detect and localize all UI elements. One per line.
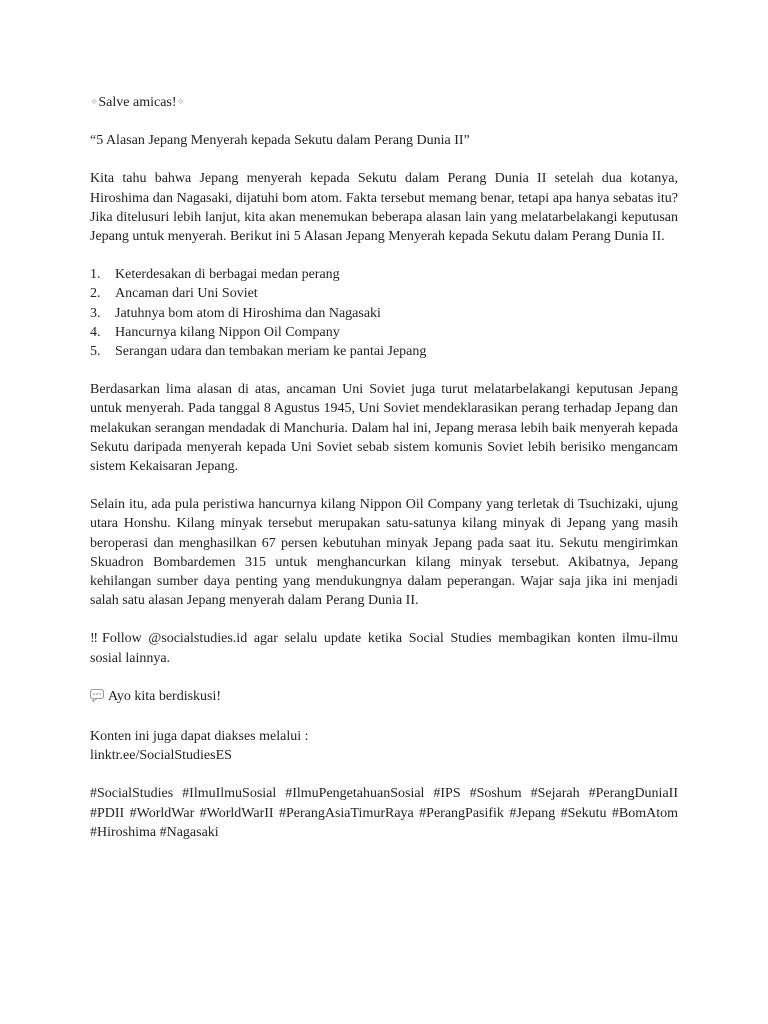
nippon-oil-paragraph: Selain itu, ada pula peristiwa hancurnya kilang Nippon Oil Company yang terletak di Tsuchizaki, ujung utara Honshu. Kilang minyak tersebut merupakan satu-satunya kilang minyak di Jepang yang masih beroperasi dan menghasilkan 67 persen kebutuhan minyak Jepang pada saat itu. Sekutu mengirimkan Skuadron Bombardemen 315 untuk menghancurkan kilang minyak tersebut. Akibatnya, Jepang kehilangan sumber daya penting yang mendukungnya dalam peperangan. Wajar saja jika ini menjadi salah satu alasan Jepang menyerah dalam Perang Dunia II. <box>90 497 678 609</box>
list-item <box>90 284 678 303</box>
spacer <box>90 361 678 380</box>
follow-paragraph <box>90 629 678 667</box>
list-item-text: Ancaman dari Uni Soviet <box>115 286 258 302</box>
hashtags: #SocialStudies #IlmuIlmuSosial #IlmuPengetahuanSosial #IPS #Soshum #Sejarah #PerangDuniaII #PDII #WorldWar #WorldWarII #PerangAsiaTimurRaya #PerangPasifik #Jepang #Sekutu #BomAtom #Hiroshima #Nagasaki <box>90 786 678 840</box>
document-title: “5 Alasan Jepang Menyerah kepada Sekutu dalam Perang Dunia II” <box>90 133 470 149</box>
greeting-text: Salve amicas! <box>98 95 177 110</box>
spacer <box>90 765 678 784</box>
list-item-text: Hancurnya kilang Nippon Oil Company <box>115 324 340 340</box>
list-item <box>90 265 678 284</box>
follow-text: Follow @socialstudies.id agar selalu update ketika Social Studies membagikan konten ilmu-ilmu sosial lainnya. <box>90 631 678 666</box>
speech-bubble-icon <box>90 689 104 708</box>
access-label: Konten ini juga dapat diakses melalui : <box>90 729 309 745</box>
list-item-number: 1. <box>90 267 101 283</box>
list-item-number: 5. <box>90 344 101 360</box>
spacer <box>90 668 678 687</box>
list-item-text: Keterdesakan di berbagai medan perang <box>115 267 340 283</box>
spacer <box>90 150 678 169</box>
linktree-link[interactable]: linktr.ee/SocialStudiesES <box>90 748 232 764</box>
double-exclamation-icon: ‼ <box>90 631 99 647</box>
document-body <box>90 93 678 842</box>
reasons-list <box>90 265 678 361</box>
list-item <box>90 304 678 323</box>
spacer <box>90 610 678 629</box>
list-item-number: 4. <box>90 324 101 340</box>
spacer <box>90 112 678 131</box>
list-item-number: 3. <box>90 305 101 321</box>
discuss-text: Ayo kita berdiskusi! <box>108 688 222 704</box>
sparkles-icon: ✧ <box>176 97 185 108</box>
spacer <box>90 246 678 265</box>
list-item-text: Serangan udara dan tembakan meriam ke pantai Jepang <box>115 344 427 360</box>
list-item-number: 2. <box>90 286 101 302</box>
intro-paragraph: Kita tahu bahwa Jepang menyerah kepada Sekutu dalam Perang Dunia II setelah dua kotanya, Hiroshima dan Nagasaki, dijatuhi bom atom. Fakta tersebut memang benar, tetapi apa hanya sebatas itu? Jika ditelusuri lebih lanjut, kita akan menemukan beberapa alasan lain yang melatarbelakangi keputusan Jepang untuk menyerah. Berikut ini 5 Alasan Jepang Menyerah kepada Sekutu dalam Perang Dunia II. <box>90 171 678 245</box>
list-item <box>90 342 678 361</box>
discuss-line <box>90 687 678 708</box>
spacer <box>90 476 678 495</box>
soviet-paragraph: Berdasarkan lima alasan di atas, ancaman Uni Soviet juga turut melatarbelakangi keputusan Jepang untuk menyerah. Pada tanggal 8 Agustus 1945, Uni Soviet mendeklarasikan perang terhadap Jepang dan melakukan serangan mendadak di Manchuria. Dalam hal ini, Jepang merasa lebih baik menyerah kepada Sekutu daripada menyerah kepada Uni Soviet sebab sistem komunis Soviet lebih berisiko mengancam sistem Kekaisaran Jepang. <box>90 382 678 475</box>
list-item <box>90 323 678 342</box>
greeting-line <box>90 93 678 112</box>
spacer <box>90 708 678 727</box>
sparkles-icon: ✧ <box>90 97 99 108</box>
list-item-text: Jatuhnya bom atom di Hiroshima dan Nagasaki <box>115 305 381 321</box>
